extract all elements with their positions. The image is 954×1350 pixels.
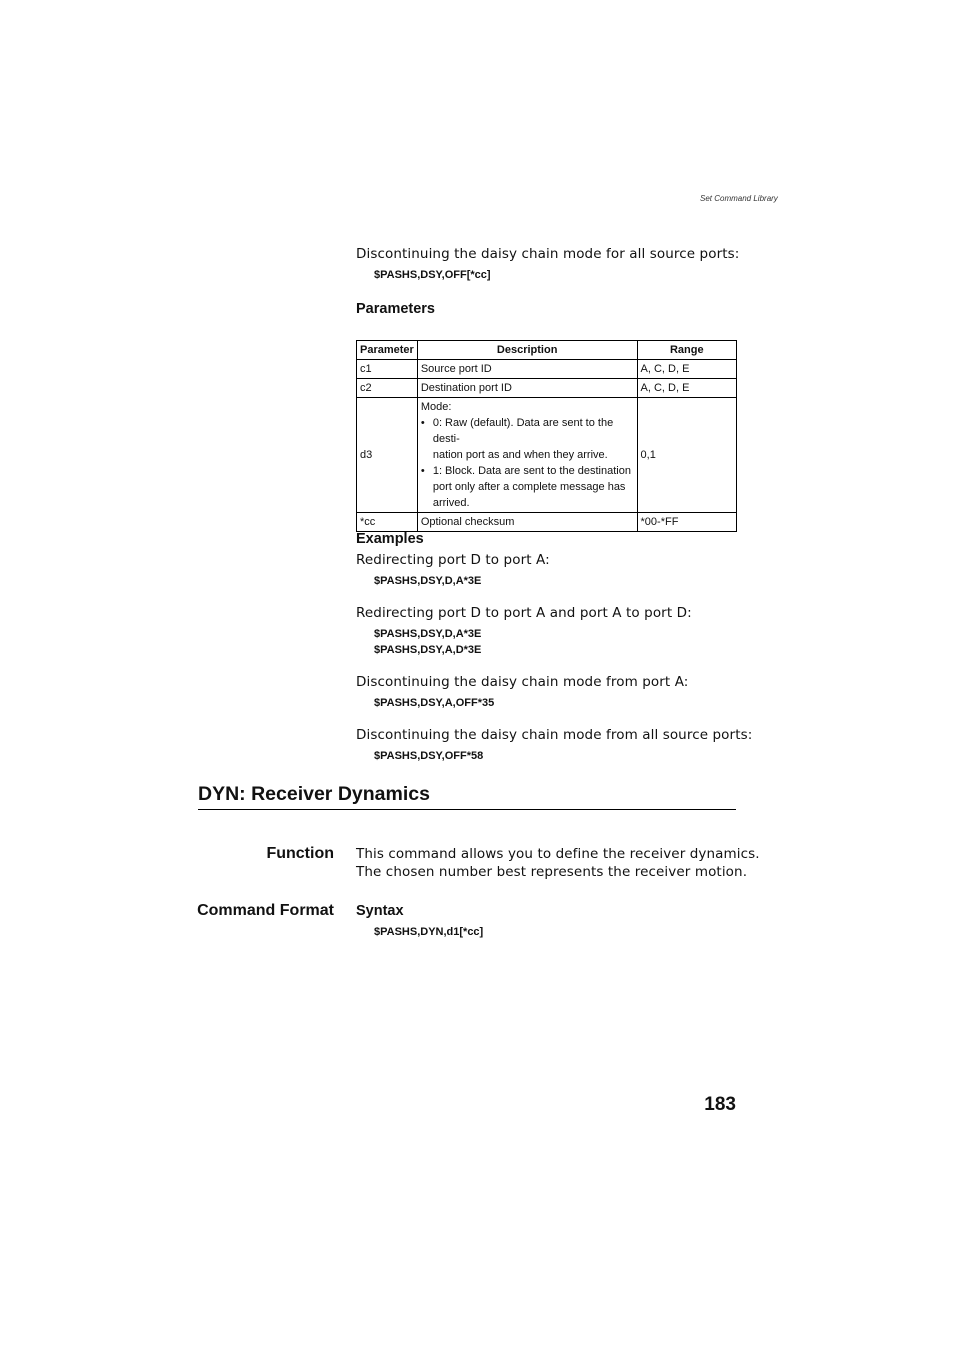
mode-list xyxy=(421,415,634,511)
syntax-code: $PASHS,DYN,d1[*cc] xyxy=(374,926,484,938)
mode-item-block-line2: port only after a complete message has xyxy=(432,481,626,493)
intro-text: Discontinuing the daisy chain mode for all source ports: xyxy=(356,246,740,262)
mode-item-block-line1: • 1: Block. Data are sent to the destination xyxy=(432,465,631,477)
example-text: Redirecting port D to port A: xyxy=(356,552,550,568)
mode-item-raw xyxy=(421,415,634,463)
cell-parameter: *cc xyxy=(357,513,418,532)
example-code: $PASHS,DSY,D,A*3E xyxy=(374,575,482,587)
example-code: $PASHS,DSY,A,D*3E xyxy=(374,644,482,656)
command-format-label: Command Format xyxy=(197,902,334,919)
mode-item-block xyxy=(421,463,634,511)
running-head: Set Command Library xyxy=(700,194,778,203)
table-header-row xyxy=(357,341,737,360)
cell-range: A, C, D, E xyxy=(637,379,736,398)
syntax-heading: Syntax xyxy=(356,903,404,919)
table-row xyxy=(357,398,737,513)
table-row xyxy=(357,360,737,379)
cell-parameter: c2 xyxy=(357,379,418,398)
example-code: $PASHS,DSY,D,A*3E xyxy=(374,628,482,640)
table-row xyxy=(357,513,737,532)
parameters-heading: Parameters xyxy=(356,301,435,317)
mode-item-raw-line1: • 0: Raw (default). Data are sent to the desti- xyxy=(432,417,614,445)
cell-range: *00-*FF xyxy=(637,513,736,532)
parameters-table xyxy=(356,340,737,532)
cell-description: Optional checksum xyxy=(417,513,637,532)
column-header-range: Range xyxy=(637,341,736,360)
mode-item-raw-line2: nation port as and when they arrive. xyxy=(432,449,608,461)
intro-code: $PASHS,DSY,OFF[*cc] xyxy=(374,269,491,281)
cell-description xyxy=(417,398,637,513)
cell-range: 0,1 xyxy=(637,398,736,513)
example-text: Discontinuing the daisy chain mode from port A: xyxy=(356,674,689,690)
cell-range: A, C, D, E xyxy=(637,360,736,379)
cell-description: Destination port ID xyxy=(417,379,637,398)
function-text-line2: The chosen number best represents the receiver motion. xyxy=(356,864,748,880)
column-header-parameter: Parameter xyxy=(357,341,418,360)
examples-heading: Examples xyxy=(356,531,424,547)
section-title: DYN: Receiver Dynamics xyxy=(198,783,430,805)
example-text: Redirecting port D to port A and port A to port D: xyxy=(356,605,692,621)
table-row xyxy=(357,379,737,398)
example-text: Discontinuing the daisy chain mode from all source ports: xyxy=(356,727,753,743)
section-divider xyxy=(198,809,736,810)
mode-title: Mode: xyxy=(420,401,452,413)
page-number: 183 xyxy=(704,1094,736,1115)
column-header-description: Description xyxy=(417,341,637,360)
function-label: Function xyxy=(266,845,334,862)
cell-parameter: d3 xyxy=(357,398,418,513)
cell-parameter: c1 xyxy=(357,360,418,379)
mode-item-block-line3: arrived. xyxy=(432,497,470,509)
function-text-line1: This command allows you to define the receiver dynamics. xyxy=(356,846,760,862)
cell-description: Source port ID xyxy=(417,360,637,379)
example-code: $PASHS,DSY,A,OFF*35 xyxy=(374,697,495,709)
example-code: $PASHS,DSY,OFF*58 xyxy=(374,750,484,762)
